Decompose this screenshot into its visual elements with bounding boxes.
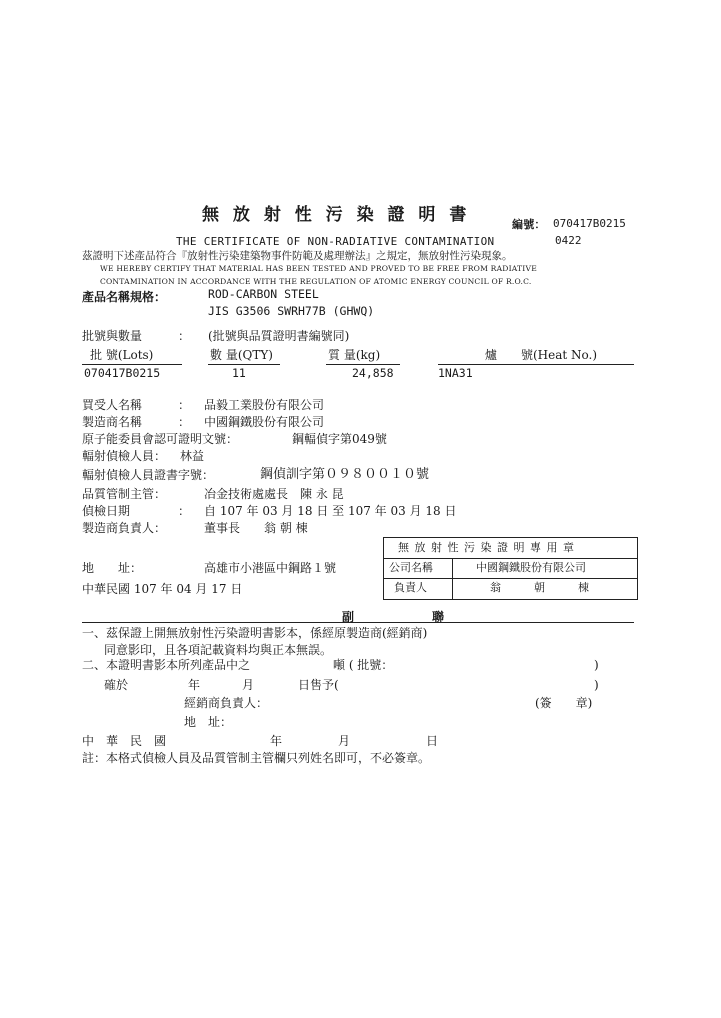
certificate-sub-number: 0422 (555, 234, 582, 247)
statement-zh: 茲證明下述產品符合『放射性污染建築物事件防範及處理辦法』之規定，無放射性污染現象。 (82, 250, 513, 262)
copy-line4-b: 年 (188, 678, 201, 692)
copy-label-right: 聯 (432, 610, 445, 624)
responsible-value: 董事長 翁 朝 棟 (204, 521, 308, 535)
statement-en-line2: CONTAMINATION IN ACCORDANCE WITH THE REGULATION OF ATOMIC ENERGY COUNCIL OF R.O.C. (100, 277, 532, 286)
copy-line7-c: 月 (338, 734, 351, 748)
qty-header-underline (208, 364, 280, 365)
lot-value: 070417B0215 (84, 366, 161, 380)
copy-divider (82, 622, 634, 623)
address-label: 地 址： (82, 561, 143, 575)
product-label: 產品名稱規格： (82, 290, 167, 304)
stamp-responsible-value: 翁 朝 棟 (490, 581, 589, 594)
date-value: 自 107 年 03 月 18 日 至 107 年 03 月 18 日 (204, 504, 457, 518)
certificate-title-zh: 無 放 射 性 污 染 證 明 書 (202, 205, 471, 225)
copy-line7-b: 年 (270, 734, 283, 748)
address-value: 高雄市小港區中鋼路１號 (204, 561, 337, 575)
product-name: ROD-CARBON STEEL (208, 287, 319, 301)
aec-value: 鋼輻偵字第049號 (292, 432, 387, 446)
footnote: 註：本格式偵檢人員及品質管制主管欄只列姓名即可，不必簽章。 (82, 751, 431, 765)
qty-header: 數 量(QTY) (210, 348, 273, 362)
copy-line4-d: 日售予( (298, 678, 339, 692)
lots-colon: ： (178, 329, 191, 343)
date-label: 偵檢日期 (82, 504, 131, 518)
copy-line6-a: 地 址： (184, 715, 233, 729)
buyer-label: 買受人名稱 (82, 398, 143, 412)
heat-value: 1NA31 (438, 366, 473, 380)
maker-value: 中國鋼鐵股份有限公司 (204, 415, 325, 429)
qc-value: 冶金技術處處長 陳 永 昆 (204, 487, 344, 501)
stamp-responsible-label: 負責人 (394, 581, 427, 594)
qc-label: 品質管制主管： (82, 487, 167, 501)
inspector-value: 林益 (180, 449, 205, 463)
certificate-number-label: 編號： (512, 218, 546, 231)
weight-header: 質 量(kg) (328, 348, 381, 362)
copy-line4-e: ) (594, 678, 599, 692)
aec-label: 原子能委員會認可證明文號： (82, 432, 239, 446)
heat-header: 爐 號(Heat No.) (485, 348, 598, 362)
copy-line5-b: (簽 章) (535, 696, 593, 710)
certificate-title-en: THE CERTIFICATE OF NON-RADIATIVE CONTAMINATION (176, 235, 495, 248)
cert-label: 輻射偵檢人員證書字號： (82, 468, 215, 482)
copy-line1: 一、茲保證上開無放射性污染證明書影本，係經原製造商(經銷商) (82, 626, 428, 640)
copy-label-left: 副 (342, 610, 355, 624)
copy-line4-a: 確於 (104, 678, 129, 692)
stamp-title: 無 放 射 性 污 染 證 明 專 用 章 (398, 541, 575, 554)
weight-header-underline (326, 364, 400, 365)
copy-line3-c: ) (594, 658, 599, 672)
lots-note: (批號與品質證明書編號同) (208, 329, 350, 343)
inspector-label: 輻射偵檢人員： (82, 449, 167, 463)
stamp-company-label: 公司名稱 (389, 561, 433, 574)
copy-line3-b: 噸 ( 批號： (333, 658, 394, 672)
copy-line7-a: 中 華 民 國 (82, 734, 167, 748)
lots-header-underline (82, 364, 182, 365)
product-spec: JIS G3506 SWRH77B (GHWQ) (208, 304, 375, 318)
stamp-company-value: 中國鋼鐵股份有限公司 (476, 561, 586, 574)
cert-value: 鋼偵訓字第０９８００１０號 (260, 467, 430, 482)
certificate-stamp (383, 537, 638, 600)
responsible-label: 製造商負責人： (82, 521, 167, 535)
maker-label: 製造商名稱 (82, 415, 143, 429)
roc-date: 中華民國 107 年 04 月 17 日 (82, 582, 243, 596)
buyer-value: 品毅工業股份有限公司 (204, 398, 325, 412)
copy-line5-a: 經銷商負責人： (184, 696, 269, 710)
statement-en-line1: WE HEREBY CERTIFY THAT MATERIAL HAS BEEN TESTED AND PROVED TO BE FREE FROM RADIATIVE (100, 264, 537, 273)
heat-header-underline (438, 364, 634, 365)
qty-value: 11 (232, 366, 246, 380)
copy-line4-c: 月 (242, 678, 255, 692)
certificate-number: 070417B0215 (553, 217, 626, 230)
copy-line7-d: 日 (426, 734, 439, 748)
lots-header: 批 號(Lots) (90, 348, 154, 362)
copy-line2: 同意影印，且各項記載資料均與正本無誤。 (104, 643, 333, 657)
copy-line3-a: 二、本證明書影本所列產品中之 (82, 658, 251, 672)
lots-label: 批號與數量 (82, 329, 143, 343)
weight-value: 24,858 (352, 366, 394, 380)
